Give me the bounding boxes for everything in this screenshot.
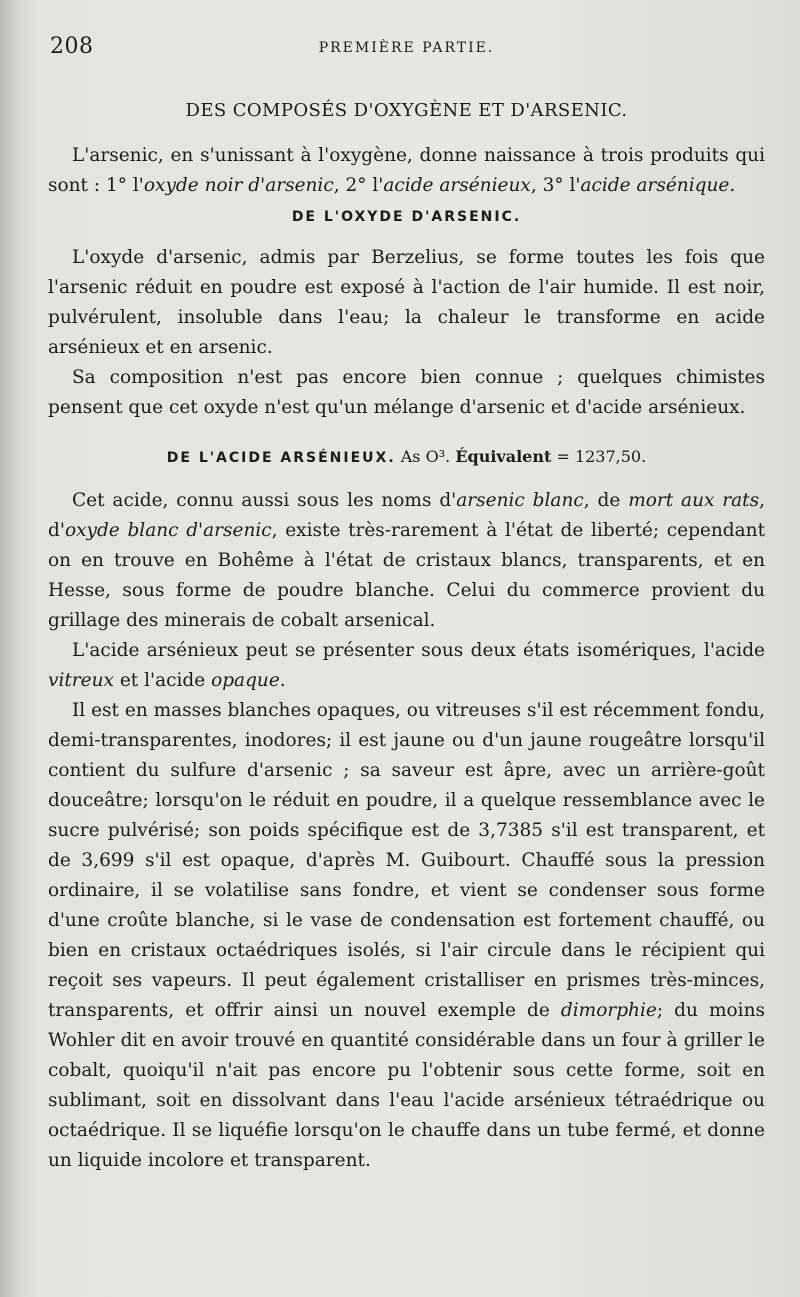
italic-term: acide arsénieux <box>383 175 531 196</box>
equivalent-value: = 1237,50. <box>556 447 647 466</box>
text-run: Il est en masses blanches opaques, ou vitreuses s'il est récemment fondu, demi-transparentes, inodores; il est jaune ou d'un jaune rougeâtre lorsqu'il contient du sulfure d'arsenic ; sa saveur est âpre, avec un arrière-goût douceâtre; lorsqu'on le réduit en poudre, il a quelque ressemblance avec le sucre pulvérisé; son poids spécifique est de 3,7385 s'il est transparent, et de 3,699 s'il est opaque, d'après M. Guibourt. Chauffé sous la pression ordinaire, il se volatilise sans fondre, et vient se condenser sous forme d'une croûte blanche, si le vase de condensation est fortement chauffé, ou bien en cristaux octaédriques isolés, si l'air circule dans le récipient qui reçoit ses vapeurs. Il peut également cristalliser en prismes très-minces, transparents, et offrir ainsi un nouvel exemple de <box>48 700 765 1021</box>
intro-paragraph <box>48 141 765 201</box>
page-header <box>48 30 765 66</box>
text-run: , 3° l' <box>530 175 581 196</box>
text-run: , 2° l' <box>333 175 384 196</box>
italic-term: oxyde blanc d'arsenic <box>64 520 272 541</box>
text-run: L'acide arsénieux peut se présenter sous deux états isomériques, l'acide <box>72 640 765 661</box>
text-run: et l'acide <box>113 670 212 691</box>
text-run: Cet acide, connu aussi sous les noms d' <box>72 490 457 511</box>
text-run: , de <box>583 490 629 511</box>
oxyde-paragraph-2: Sa composition n'est pas encore bien connue ; quelques chimistes pensent que cet oxyde n'est qu'un mélange d'arsenic et d'acide arsénieux. <box>48 367 765 418</box>
text-run: , existe très-rarement à l'état de liberté; cependant on en trouve en Bohême à l'état de cristaux blancs, transparents, et en Hesse, sous forme de poudre blanche. Celui du commerce provient du grillage des minerais de cobalt arsenical. <box>48 520 765 631</box>
italic-term: vitreux <box>48 670 114 691</box>
text-run: . <box>729 175 736 196</box>
acide-paragraph-1 <box>48 486 765 636</box>
section-heading-acide <box>48 447 765 466</box>
chemical-formula: As O³. <box>400 447 451 466</box>
chapter-title: DES COMPOSÉS D'OXYGÈNE ET D'ARSENIC. <box>185 100 628 121</box>
page-number: 208 <box>50 34 94 59</box>
acide-paragraph-2 <box>48 636 765 696</box>
acide-paragraph-3 <box>48 696 765 1176</box>
equivalent-label: Équivalent <box>455 447 552 466</box>
text-run: , d' <box>48 490 765 541</box>
text-run: . <box>279 670 286 691</box>
text-run: L'arsenic, en s'unissant à l'oxygène, donne naissance à trois produits qui sont : 1° l' <box>48 145 765 196</box>
page-content <box>48 30 765 1176</box>
section-heading-acide-text: DE L'ACIDE ARSÉNIEUX. <box>166 450 396 466</box>
italic-term: dimorphie <box>560 1000 657 1021</box>
running-title: PREMIÈRE PARTIE. <box>318 40 495 56</box>
italic-term: acide arsénique <box>580 175 730 196</box>
text-run: ; du moins Wohler dit en avoir trouvé en quantité considérable dans un four à griller le cobalt, quoiqu'il n'ait pas encore pu l'obtenir sous cette forme, soit en sublimant, soit en dissolvant dans l'eau l'acide arsénieux tétraédrique ou octaédrique. Il se liquéfie lorsqu'on le chauffe dans un tube fermé, et donne un liquide incolore et transparent. <box>48 1000 766 1171</box>
italic-term: arsenic blanc <box>456 490 584 511</box>
italic-term: mort aux rats <box>628 490 760 511</box>
italic-term: opaque <box>211 670 280 691</box>
italic-term: oxyde noir d'arsenic <box>143 175 334 196</box>
section-heading-oxyde: DE L'OXYDE D'ARSENIC. <box>291 209 522 225</box>
oxyde-paragraph-1: L'oxyde d'arsenic, admis par Berzelius, se forme toutes les fois que l'arsenic réduit en poudre est exposé à l'action de l'air humide. Il est noir, pulvérulent, insoluble dans l'eau; la chaleur le transforme en acide arsénieux et en arsenic. <box>48 247 765 358</box>
